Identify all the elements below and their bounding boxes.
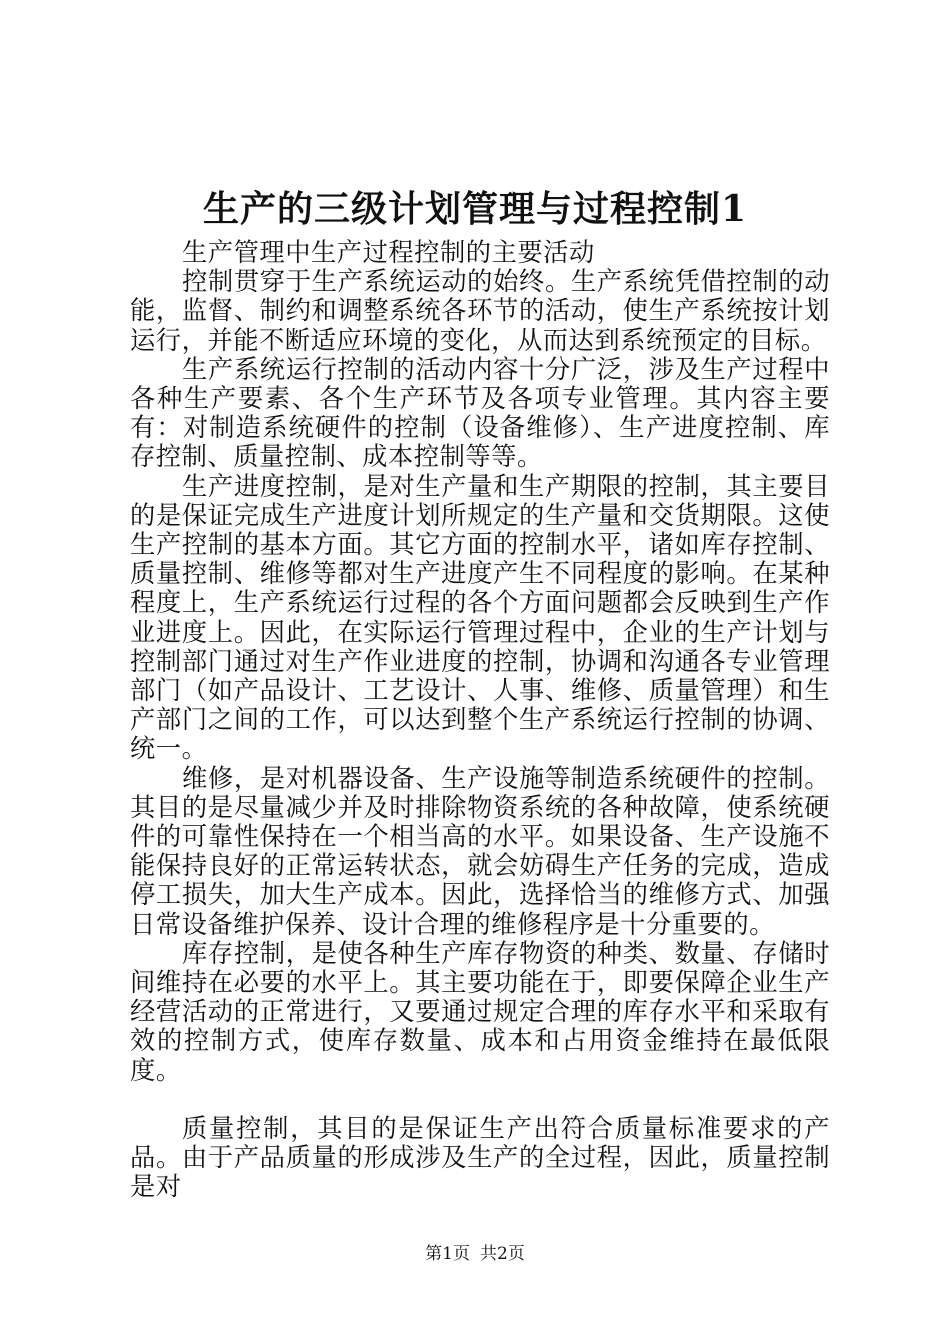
paragraph: 生产进度控制，是对生产量和生产期限的控制，其主要目的是保证完成生产进度计划所规定的生产量和交货期限。这使生产控制的基本方面。其它方面的控制水平，诸如库存控制、质量控制、维修等都对生产进度产生不同程度的影响。在某种程度上，生产系统运行过程的各个方面问题都会反映到生产作业进度上。因此，在实际运行管理过程中，企业的生产计划与控制部门通过对生产作业进度的控制，协调和沟通各专业管理部门（如产品设计、工艺设计、人事、维修、质量管理）和生产部门之间的工作，可以达到整个生产系统运行控制的协调、统一。 <box>130 471 830 764</box>
page-footer <box>0 1243 950 1265</box>
page-number-total: 共2页 <box>480 1244 525 1264</box>
paragraph: 维修，是对机器设备、生产设施等制造系统硬件的控制。其目的是尽量减少并及时排除物资系统的各种故障，使系统硬件的可靠性保持在一个相当高的水平。如果设备、生产设施不能保持良好的正常运转状态，就会妨碍生产任务的完成，造成停工损失，加大生产成本。因此，选择恰当的维修方式、加强日常设备维护保养、设计合理的维修程序是十分重要的。 <box>130 763 830 939</box>
paragraph: 控制贯穿于生产系统运动的始终。生产系统凭借控制的动能，监督、制约和调整系统各环节的活动，使生产系统按计划运行，并能不断适应环境的变化，从而达到系统预定的目标。 <box>130 267 830 355</box>
document-body <box>130 238 830 1202</box>
page-number-current: 第1页 <box>425 1244 470 1264</box>
paragraph: 质量控制，其目的是保证生产出符合质量标准要求的产品。由于产品质量的形成涉及生产的全过程，因此，质量控制是对 <box>130 1113 830 1202</box>
paragraph: 生产管理中生产过程控制的主要活动 <box>182 238 595 267</box>
paragraph: 生产系统运行控制的活动内容十分广泛，涉及生产过程中各种生产要素、各个生产环节及各项专业管理。其内容主要有：对制造系统硬件的控制（设备维修）、生产进度控制、库存控制、质量控制、成本控制等等。 <box>130 354 830 472</box>
document-title: 生产的三级计划管理与过程控制1 <box>202 188 748 230</box>
paragraph-spacer <box>130 1085 830 1114</box>
paragraph: 库存控制，是使各种生产库存物资的种类、数量、存储时间维持在必要的水平上。其主要功能在于，即要保障企业生产经营活动的正常进行，又要通过规定合理的库存水平和采取有效的控制方式，使库存数量、成本和占用资金维持在最低限度。 <box>130 938 830 1085</box>
